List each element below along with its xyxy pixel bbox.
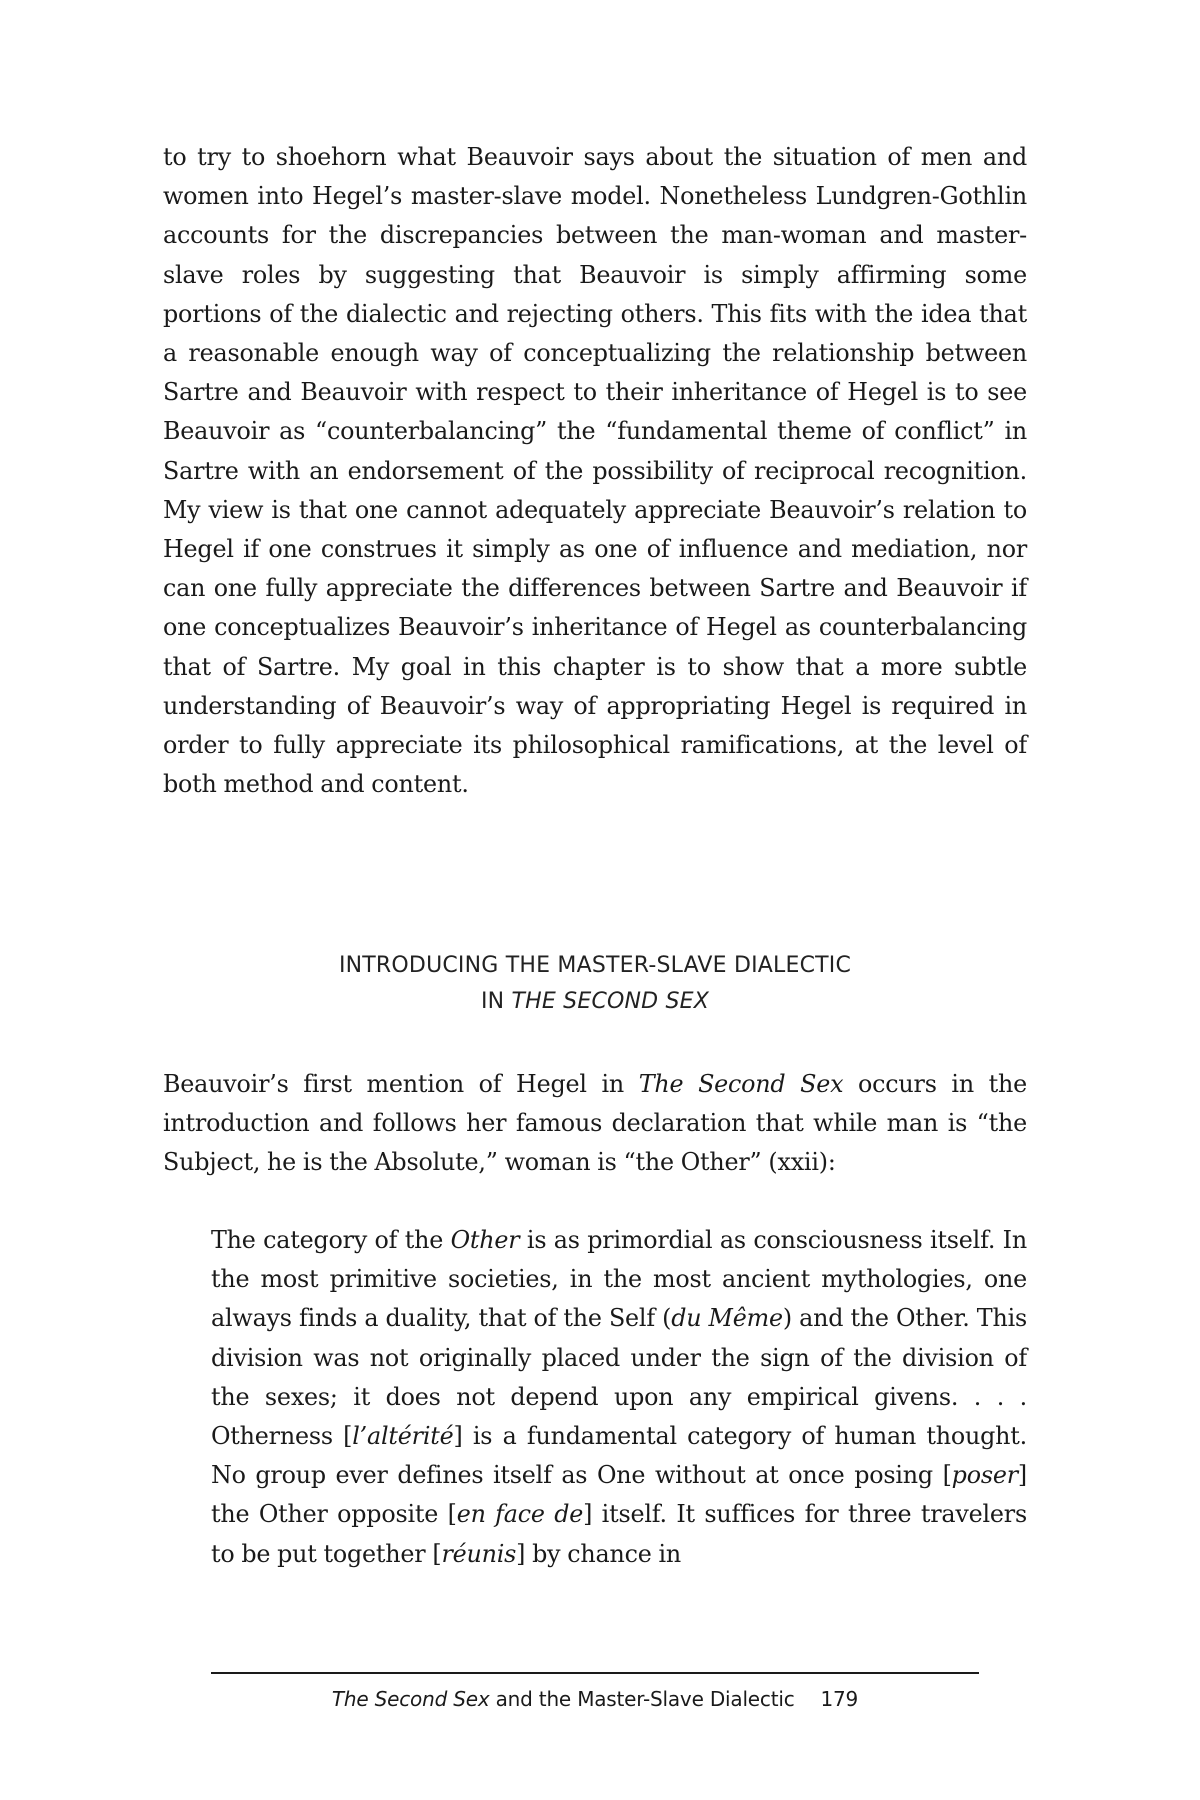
paragraph-text: occurs in the introduction and follows her famous declaration that while man is “the Subject, he is the Absolute,” woman is “the Other” (xxii): (163, 1070, 1028, 1177)
heading-book-title: THE SECOND SEX (511, 989, 710, 1014)
quote-term: réunis (441, 1539, 517, 1568)
quote-text: is as primordial as consciousness itself. In the most primitive societies, in the most ancient mythologies, one always finds a duality, that of the Self ( (211, 1226, 1028, 1333)
footer-chapter-title: and the Master-Slave Dialectic (489, 1687, 795, 1711)
section-heading (163, 948, 1027, 1020)
quote-text: The category of the (211, 1226, 451, 1254)
paragraph-book-title: The Second Sex (638, 1070, 844, 1098)
block-quote (211, 1221, 1027, 1574)
quote-text: ] by chance in (516, 1539, 682, 1568)
quote-term: du Même (671, 1304, 783, 1333)
paragraph-text: Beauvoir’s first mention of Hegel in (163, 1070, 639, 1098)
body-paragraph: to try to shoehorn what Beauvoir says about the situation of men and women into Hegel’s master-slave model. Nonetheless Lundgren-Gothlin accounts for the discrepancies between the man-woman and master-slave roles by suggesting that Beauvoir is simply affirming some portions of the dialectic and rejecting others. This fits with the idea that a reasonable enough way of conceptualizing the relationship between Sartre and Beauvoir with respect to their inheritance of Hegel is to see Beauvoir as “counterbalancing” the “fundamental theme of conflict” in Sartre with an endorsement of the possibility of reciprocal recognition. My view is that one cannot adequately appreciate Beauvoir’s relation to Hegel if one construes it simply as one of influence and mediation, nor can one fully appreciate the differences between Sartre and Beauvoir if one conceptualizes Beauvoir’s inheritance of Hegel as counterbalancing that of Sartre. My goal in this chapter is to show that a more subtle understanding of Beauvoir’s way of appropriating Hegel is required in order to fully appreciate its philosophical ramifications, at the level of both method and content. (163, 143, 1027, 799)
footer-book-title: The Second Sex (331, 1687, 490, 1711)
quote-term: l’altérité (352, 1422, 454, 1451)
quote-text: ] the Other opposite [ (211, 1461, 1027, 1529)
section-heading-line-2 (163, 984, 1027, 1020)
heading-prefix: IN (480, 989, 512, 1014)
quote-term: Other (450, 1226, 520, 1254)
running-footer (211, 1684, 979, 1714)
section-paragraph (163, 1065, 1027, 1183)
section-heading-line-1: INTRODUCING THE MASTER-SLAVE DIALECTIC (338, 953, 852, 978)
quote-text: ) and the Other. This division was not originally placed under the sign of the division of the sexes; it does not depend upon any empirical givens. . . . Otherness [ (211, 1304, 1027, 1451)
quote-text: ] is a fundamental category of human thought. No group ever defines itself as One without at once posing [ (211, 1422, 1027, 1490)
quote-term: en face de (456, 1500, 584, 1529)
footer-rule (211, 1672, 979, 1674)
page-number: 179 (820, 1687, 859, 1711)
quote-text: ] itself. It suffices for three travelers to be put together [ (211, 1500, 1027, 1568)
quote-term: poser (951, 1461, 1018, 1490)
